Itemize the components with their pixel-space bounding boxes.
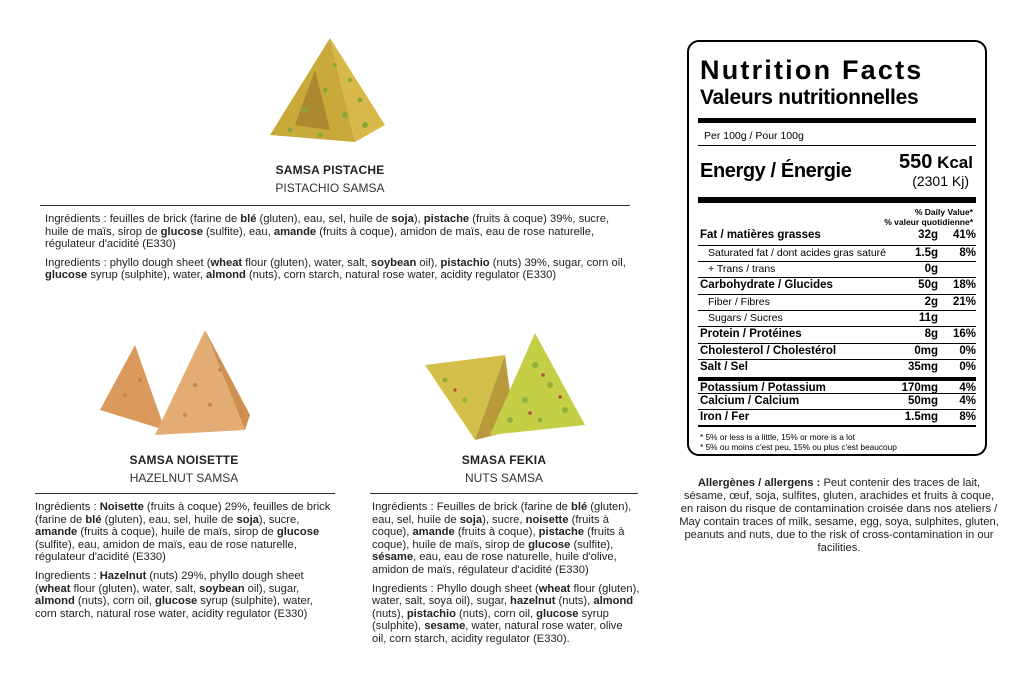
ingredient-text: flour (gluten), water, salt, [70,582,200,595]
ingredient-text: (nuts), corn starch, natural rose water, acidity regulator (E330) [245,269,557,282]
allergen-term: almond [593,595,634,608]
ingredients-en [35,570,335,620]
ingredient-text: (gluten), eau, sel, huile de [256,213,392,225]
ingredient-text: Ingrédients : [372,501,437,513]
ingredient-text: feuilles de brick (farine de [109,213,241,225]
ingredient-text: ), sucre, [258,513,300,526]
nutrient-label: + Trans / trans [708,263,776,275]
divider [40,205,630,206]
nutrition-facts-panel [687,40,987,456]
ingredients-block [35,501,335,626]
ingredients-fr [35,501,335,564]
ingredient-text: (fruits à coque), huile de maïs, sirop de [372,526,625,551]
footnote-fr: * 5% ou moins c'est peu, 15% ou plus c'est beaucoup [700,442,897,452]
nutrient-row [698,393,976,409]
allergen-term: glucose [528,538,571,551]
ingredient-text: (sulfite), eau, [202,225,274,238]
thin-rule [698,145,976,146]
ingredients-fr [45,213,630,251]
ingredients-en [372,583,640,646]
nutrient-amount: 35mg [907,361,938,373]
nutrition-title-fr: Valeurs nutritionnelles [700,86,919,109]
allergen-term: glucose [154,595,198,608]
product-subtitle: NUTS SAMSA [464,471,543,485]
nutrient-row [698,359,976,375]
nutrient-daily-value: 4% [959,382,976,394]
nutrition-title: Nutrition Facts [700,55,924,85]
nutrient-row [698,343,976,359]
ingredient-text: , eau, eau de rose naturelle, huile d'olive, amidon de maïs, régulateur d'acidité (E330) [372,551,617,576]
ingredient-text: (fruits à coque), amidon de maïs, eau de rose naturelle, régulateur d'acidité (E330) [45,225,595,251]
ingredient-text: oil), sugar, [244,582,300,595]
allergen-term: soja [391,213,414,225]
divider [370,493,638,494]
nutrient-daily-value: 18% [952,279,976,291]
ingredient-text: (nuts), corn oil, [74,595,155,608]
product-subtitle: PISTACHIO SAMSA [275,181,385,195]
ingredient-text: Ingrédients : [35,501,100,513]
ingredient-text: flour (gluten), water, salt, [242,256,371,269]
allergen-term: soja [236,513,259,526]
allergen-term: pistache [538,526,585,539]
ingredient-text: , water, natural rose water, olive oil, corn starch, acidity regulator (E330). [372,620,623,645]
product-subtitle: HAZELNUT SAMSA [129,471,239,485]
energy-kj: (2301 Kj) [912,173,969,189]
energy-kcal-value: 550 [898,151,933,173]
thick-rule [698,425,976,427]
ingredient-text: (fruits à coque) 29%, feuilles de brick (farine de [35,501,331,526]
footnote: * 5% or less is a little, 15% or more is a lot [700,432,855,442]
nutrient-row [698,228,976,243]
nutrient-amount: 0mg [914,345,938,357]
ingredient-text: (gluten), eau, sel, huile de [372,501,632,526]
product-title: SAMSA PISTACHE [275,163,385,177]
ingredients-en [45,257,630,282]
daily-value-header: % Daily Value* [914,207,973,217]
product-title: SAMSA NOISETTE [129,453,239,467]
allergen-term: sésame [372,551,414,564]
allergens-label: Allergènes / allergens : [697,477,824,489]
nutrient-daily-value: 0% [959,361,976,373]
nutrient-amount: 11g [918,312,938,324]
ingredient-text: (nuts), [555,595,594,608]
ingredient-text: ), [413,213,424,225]
nutrient-label: Potassium / Potassium [700,382,826,394]
ingredient-text: (nuts) 39%, sugar, corn oil, [489,256,626,269]
serving-size: Per 100g / Pour 100g [704,130,804,142]
thick-rule [698,118,976,123]
ingredient-text: syrup (sulphite), water, corn starch, natural rose water, acidity regulator (E330) [35,595,313,620]
ingredient-text: Ingredients : [45,256,110,269]
nutrient-row [698,277,976,293]
allergen-term: glucose [536,607,579,620]
ingredient-text: Ingrédients : [45,213,110,225]
ingredient-text: oil), [416,256,441,269]
ingredients-block [372,501,640,652]
nutrient-amount: 50mg [907,395,938,407]
allergen-term: sesame [424,620,466,633]
ingredient-text: Feuilles de brick (farine de [436,501,571,513]
allergens-note [678,477,1000,555]
allergen-term: glucose [160,225,203,238]
nutrient-amount: 50g [918,279,938,291]
allergen-term: wheat [38,582,71,595]
nutrient-daily-value: 4% [959,395,976,407]
nutrient-label: Saturated fat / dont acides gras saturé [708,247,887,259]
ingredient-text: (sulfite), eau, amidon de maïs, eau de rose naturelle, régulateur d'acidité (E330) [35,538,297,564]
ingredients-fr [372,501,640,577]
allergen-term: glucose [276,526,320,539]
allergen-term: amande [412,526,455,539]
nutrient-row [698,245,976,261]
allergen-term: almond [206,269,246,282]
allergen-term: pistachio [406,607,456,620]
ingredient-text: (sulfite), [570,538,614,551]
fekia-samsa-image [415,325,590,445]
nutrient-amount: 8g [924,328,938,340]
ingredient-text: (fruits à coque) 39%, sucre, huile de maïs, sirop de [45,213,610,238]
allergen-term: blé [85,513,102,526]
nutrient-row [698,326,976,342]
energy-label: Energy / Énergie [700,160,852,182]
ingredient-text: syrup (sulphite), [372,607,609,633]
ingredients-block [45,213,630,288]
nutrient-amount: 1.5mg [904,411,938,423]
nutrient-amount: 0g [924,263,938,275]
hazelnut-samsa-image [95,325,255,445]
allergen-term: Hazelnut [99,569,147,582]
ingredient-text: (nuts), [372,607,407,620]
nutrient-daily-value: 8% [959,247,976,259]
allergen-term: amande [35,526,78,539]
nutrient-amount: 32g [918,229,938,241]
nutrient-label: Fiber / Fibres [708,296,770,308]
nutrient-row [698,261,976,277]
allergen-term: soybean [370,256,417,269]
allergen-term: noisette [525,513,569,526]
ingredient-text: Ingredients : [35,569,100,582]
allergen-term: amande [273,225,317,238]
ingredient-text: (nuts) 29%, phyllo dough sheet ( [35,569,304,595]
daily-value-header-fr: % valeur quotidienne* [884,217,973,227]
nutrient-amount: 170mg [901,382,938,394]
ingredient-text: syrup (sulphite), water, [87,269,207,282]
ingredient-text: (nuts), corn oil, [455,607,537,620]
allergen-term: almond [35,595,75,608]
allergen-term: hazelnut [510,595,556,608]
nutrient-label: Fat / matières grasses [700,229,821,241]
allergen-term: wheat [210,256,243,269]
pistachio-samsa-image [255,30,395,155]
nutrient-label: Carbohydrate / Glucides [700,279,833,291]
thick-rule [698,197,976,203]
allergens-text: Peut contenir des traces de lait, sésame, œuf, soja, sulfites, gluten, arachides et fruits à coque, en raison du risque de contamination croisée dans nos ateliers / May contain traces of milk, sesame, egg, soya, sulphites, gluten, peanuts and nuts, due to the risk of cross-contamination in our facilities. [679,477,999,554]
divider [35,493,335,494]
ingredient-text: Ingredients : [372,582,437,595]
nutrient-label: Protein / Protéines [700,328,802,340]
nutrient-label: Iron / Fer [700,411,750,423]
nutrient-row [698,310,976,326]
allergen-term: soja [459,513,483,526]
nutrient-amount: 2g [924,296,938,308]
nutrient-daily-value: 0% [959,345,976,357]
nutrient-daily-value: 41% [952,229,976,241]
ingredient-text: Phyllo dough sheet ( [436,582,539,595]
allergen-term: pistachio [440,256,490,269]
nutrient-label: Calcium / Calcium [700,395,800,407]
nutrient-label: Cholesterol / Cholestérol [700,345,837,357]
energy-kcal-unit: Kcal [937,153,973,172]
ingredient-text: (gluten), eau, sel, huile de [101,513,237,526]
nutrient-amount: 1.5g [914,247,938,259]
allergen-term: wheat [538,582,571,595]
allergen-term: pistache [423,213,470,225]
nutrient-label: Sugars / Sucres [708,312,783,324]
allergen-term: blé [240,213,257,225]
allergen-term: Noisette [99,501,144,513]
allergen-term: blé [571,501,588,513]
allergen-term: glucose [45,269,88,282]
ingredient-text: (fruits à coque), [372,513,609,539]
nutrient-daily-value: 16% [952,328,976,340]
ingredient-text: flour (gluten), water, salt, soya oil), sugar, [372,582,640,608]
nutrient-label: Salt / Sel [700,361,748,373]
ingredient-text: ), sucre, [482,513,526,526]
ingredient-text: phyllo dough sheet ( [109,256,211,269]
allergen-term: soybean [199,582,245,595]
nutrient-row [698,294,976,310]
nutrient-row [698,409,976,425]
nutrient-daily-value: 8% [959,411,976,423]
energy-kcal [899,151,973,174]
ingredient-text: (fruits à coque), huile de maïs, sirop de [77,526,277,539]
product-title: SMASA FEKIA [461,453,547,467]
nutrient-daily-value: 21% [952,296,976,308]
ingredient-text: (fruits à coque), [454,526,539,539]
